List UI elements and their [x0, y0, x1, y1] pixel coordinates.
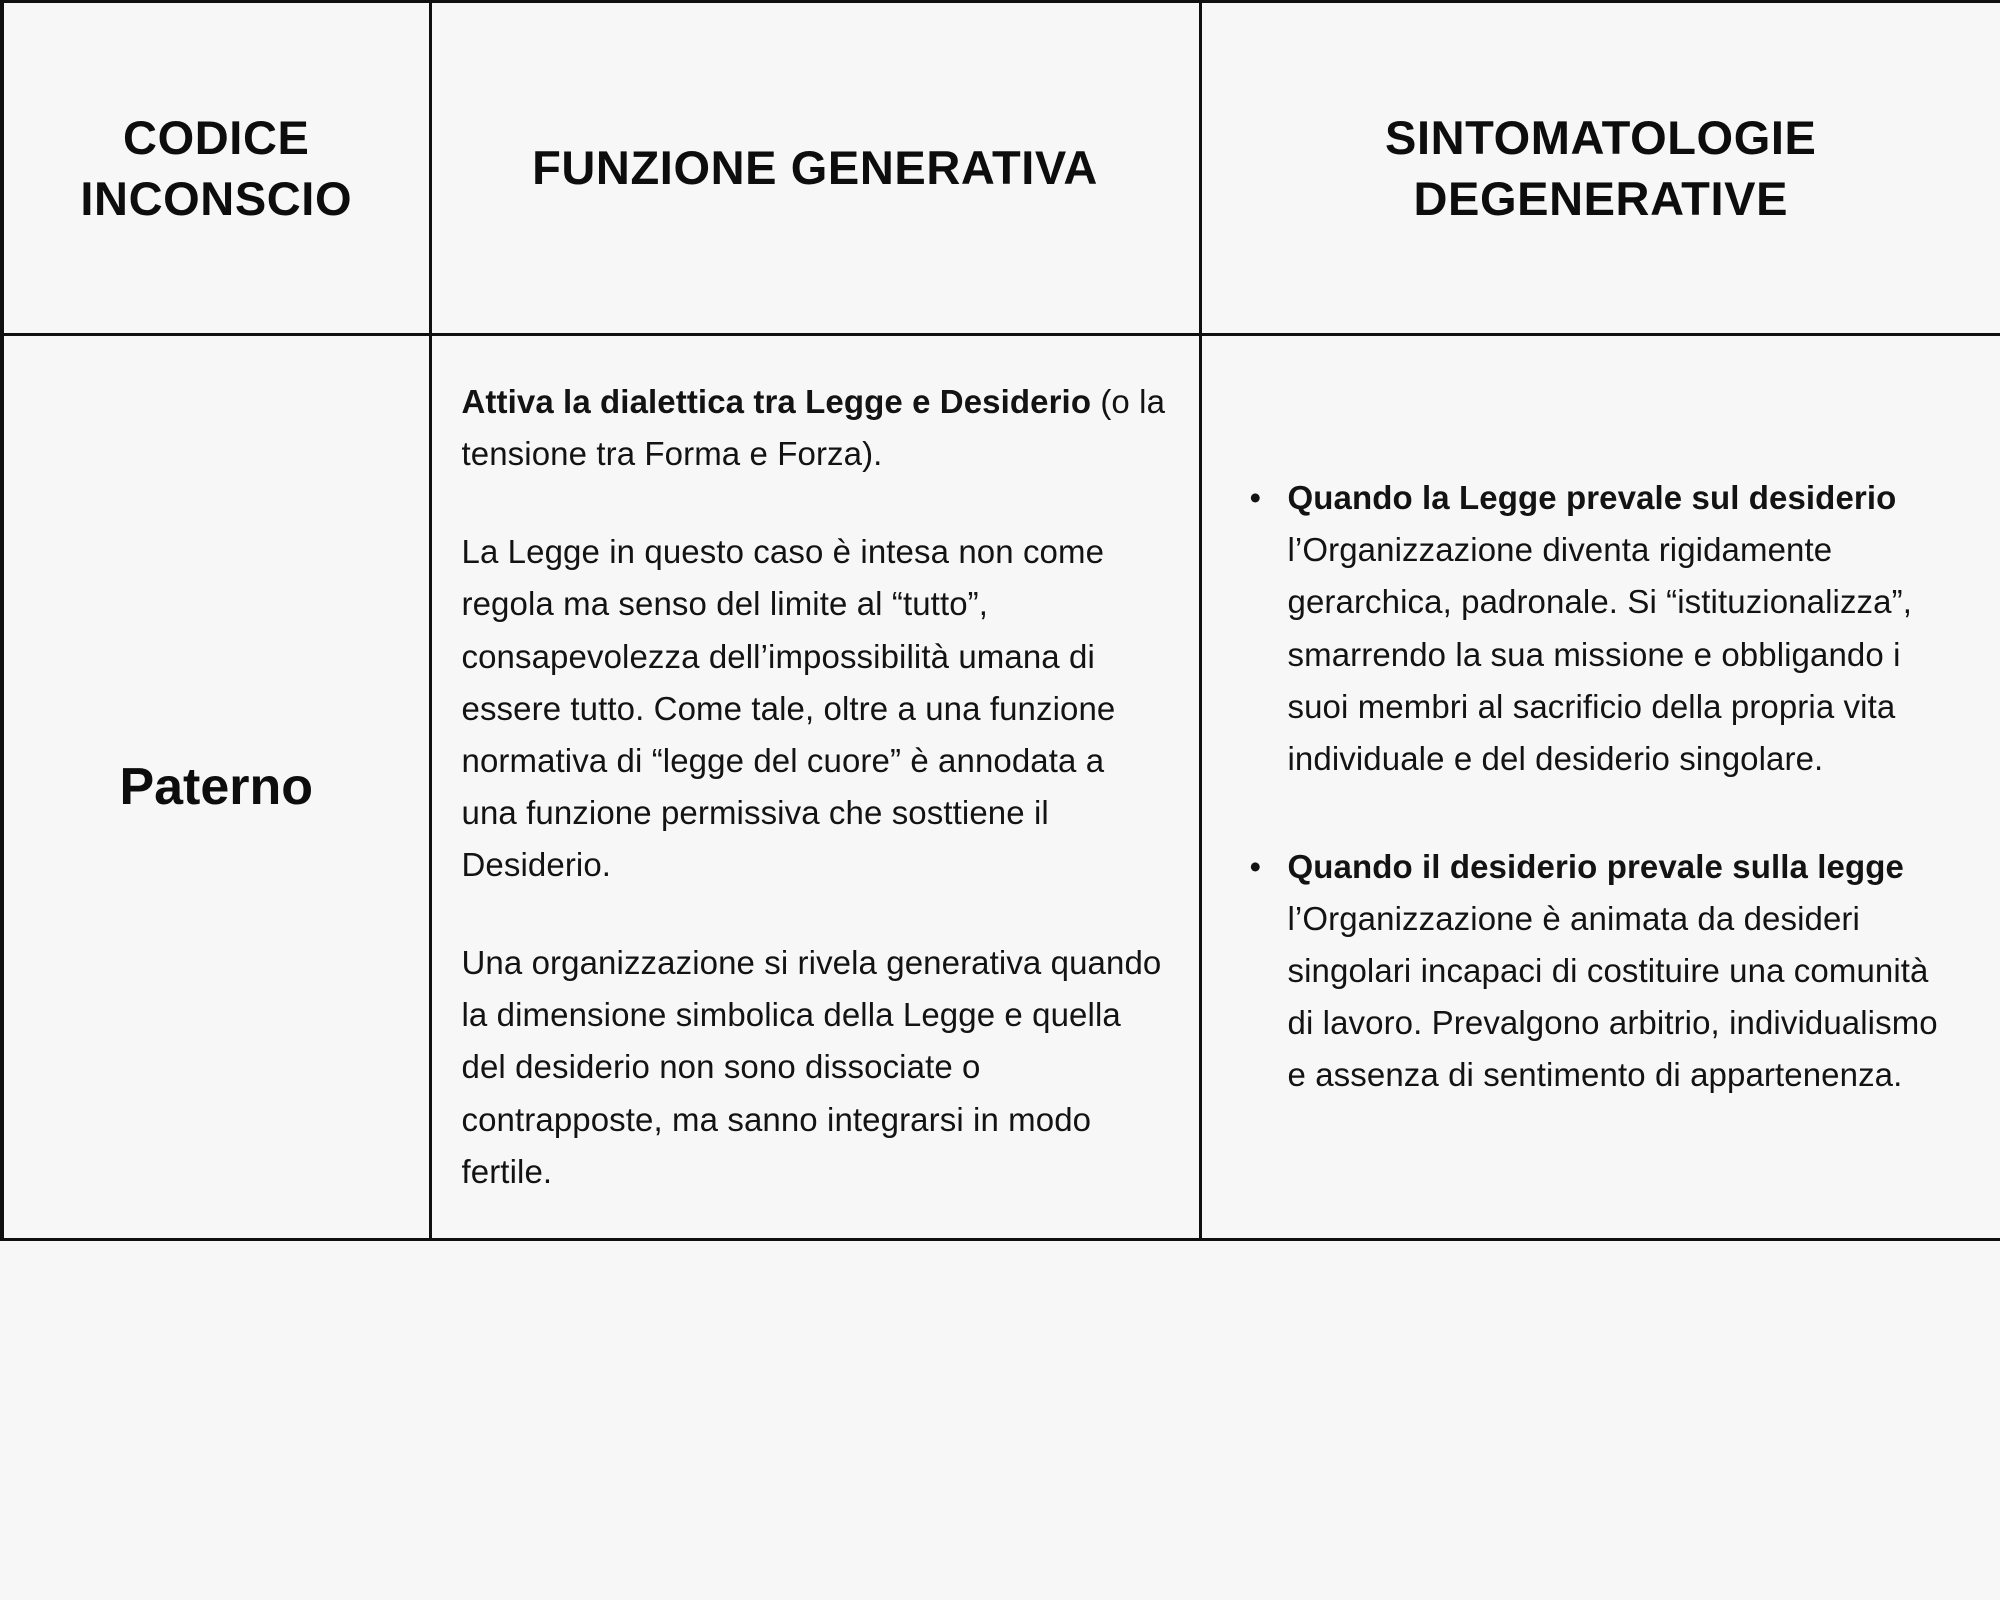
list-item-rest: l’Organizzazione diventa rigidamente gerarchica, padronale. Si “istituzionalizza”, smarrendo la sua missione e obbligando i suoi membri al sacrificio della propria vita individuale e del desiderio singolare.: [1287, 531, 1912, 777]
sintomatologie-degenerative-content: [1202, 452, 2000, 1121]
paragraph-bold-lead: Attiva la dialettica tra Legge e Desiderio: [461, 383, 1092, 420]
column-header-label-codice-inconscio: CODICE INCONSCIO: [80, 110, 353, 225]
sintomatologie-list: [1222, 472, 1967, 1101]
list-item-rest: l’Organizzazione è animata da desideri singolari incapaci di costituire una comunità di lavoro. Prevalgono arbitrio, individualismo e assenza di sentimento di appartenenza.: [1287, 900, 1938, 1094]
cell-codice-inconscio: [2, 335, 430, 1240]
list-item-bold-lead: Quando la Legge prevale sul desiderio: [1287, 479, 1897, 517]
cell-sintomatologie-degenerative: [1200, 335, 2000, 1240]
paragraph: [462, 526, 1169, 891]
bullet-icon: •: [1249, 847, 1262, 885]
funzione-generativa-content: [432, 336, 1199, 1238]
list-item: [1249, 841, 1943, 1102]
column-header-label-funzione-generativa: FUNZIONE GENERATIVA: [532, 141, 1098, 195]
paragraph-rest: Una organizzazione si rivela generativa quando la dimensione simbolica della Legge e quella del desiderio non sono dissociate o contrapposte, ma sanno integrarsi in modo fertile.: [461, 944, 1162, 1190]
column-header-sintomatologie-degenerative: [1200, 2, 2000, 335]
column-header-label-sintomatologie-degenerative: SINTOMATOLOGIE DEGENERATIVE: [1385, 110, 1817, 225]
paragraph: [462, 376, 1169, 480]
table-row: [2, 335, 2000, 1240]
table-header: [2, 2, 2000, 335]
column-header-funzione-generativa: [430, 2, 1200, 335]
list-item: [1249, 472, 1943, 785]
table-header-row: [2, 2, 2000, 335]
table-body: [2, 335, 2000, 1240]
bullet-icon: •: [1249, 479, 1262, 517]
cell-funzione-generativa: [430, 335, 1200, 1240]
paragraph-rest: La Legge in questo caso è intesa non come regola ma senso del limite al “tutto”, consapevolezza dell’impossibilità umana di essere tutto. Come tale, oltre a una funzione normativa di “legge del cuore” è annodata a una funzione permissiva che sosttiene il Desiderio.: [461, 533, 1116, 883]
paragraph-rest: (o la tensione tra Forma e Forza).: [461, 383, 1166, 473]
column-header-codice-inconscio: [2, 2, 430, 335]
paragraph: [462, 937, 1169, 1198]
list-item-bold-lead: Quando il desiderio prevale sulla legge: [1287, 847, 1904, 885]
codice-inconscio-value: Paterno: [119, 757, 314, 816]
